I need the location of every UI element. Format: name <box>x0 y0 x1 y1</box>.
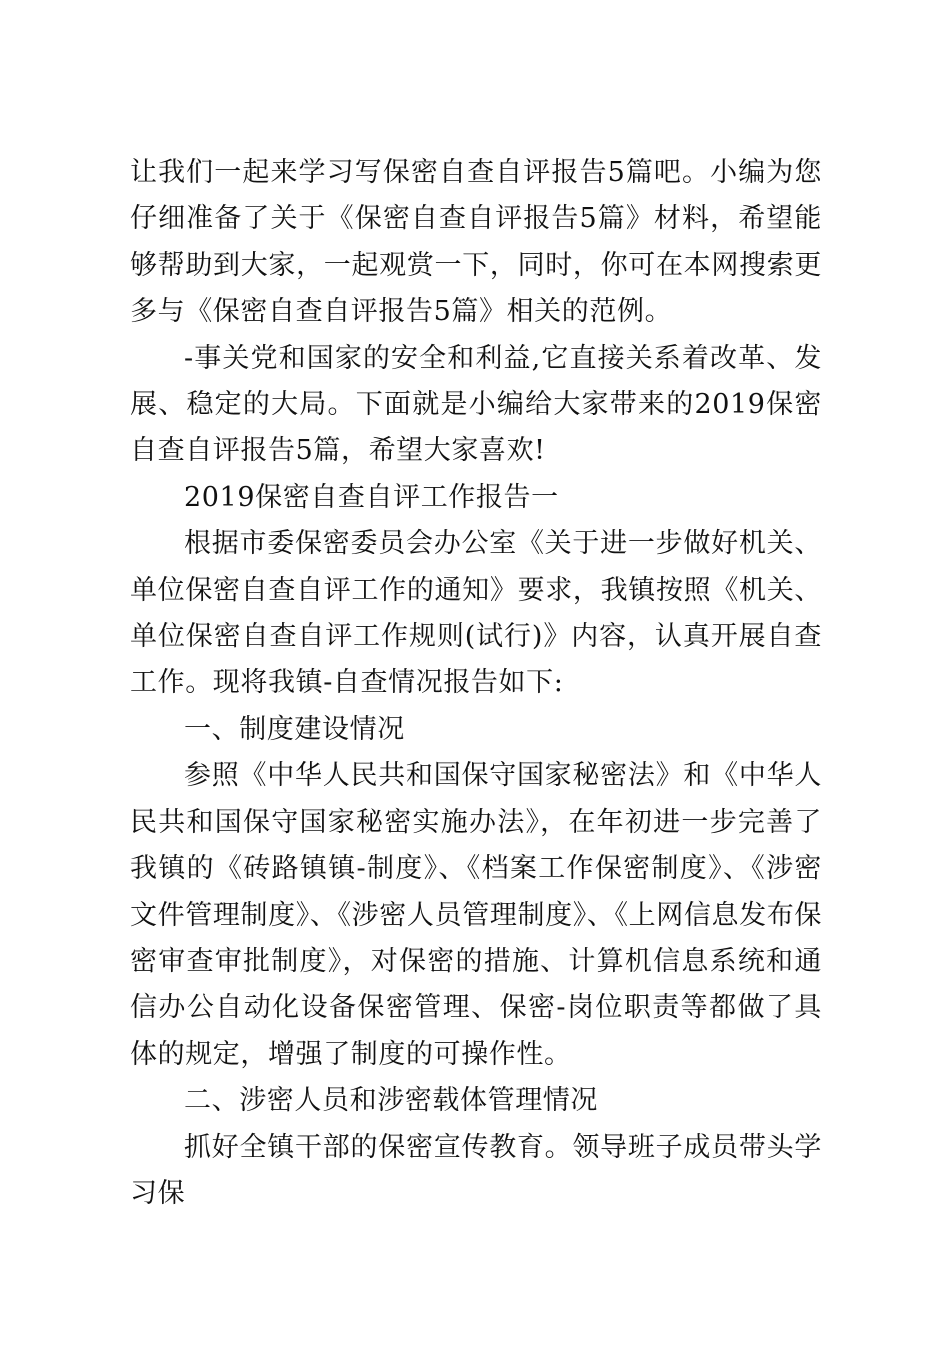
heading-system-construction: 一、制度建设情况 <box>184 713 405 745</box>
paragraph-education: 抓好全镇干部的保密宣传教育。领导班子成员带头学习保 <box>130 1131 822 1209</box>
document-body <box>130 150 822 1217</box>
paragraph-system-construction: 参照《中华人民共和国保守国家秘密法》和《中华人民共和国保守国家秘密实施办法》，在年初进一步完善了我镇的《砖路镇镇-制度》、《档案工作保密制度》、《涉密文件管理制度》、《涉密人员管理制度》、《上网信息发布保密审查审批制度》，对保密的措施、计算机信息系统和通信办公自动化设备保密管理、保密-岗位职责等都做了具体的规定，增强了制度的可操作性。 <box>130 760 822 1070</box>
paragraph-background: 根据市委保密委员会办公室《关于进一步做好机关、单位保密自查自评工作的通知》要求，我镇按照《机关、单位保密自查自评工作规则(试行)》内容，认真开展自查工作。现将我镇-自查情况报告如下: <box>130 528 822 699</box>
paragraph-intro: 让我们一起来学习写保密自查自评报告5篇吧。小编为您仔细准备了关于《保密自查自评报告5篇》材料，希望能够帮助到大家，一起观赏一下，同时，你可在本网搜索更多与《保密自查自评报告5篇》相关的范例。 <box>130 157 822 328</box>
section-title-report-one: 2019保密自查自评工作报告一 <box>184 481 559 513</box>
heading-personnel-carrier-management: 二、涉密人员和涉密载体管理情况 <box>184 1085 598 1117</box>
paragraph-lead: -事关党和国家的安全和利益,它直接关系着改革、发展、稳定的大局。下面就是小编给大家带来的2019保密自查自评报告5篇，希望大家喜欢! <box>130 342 822 467</box>
